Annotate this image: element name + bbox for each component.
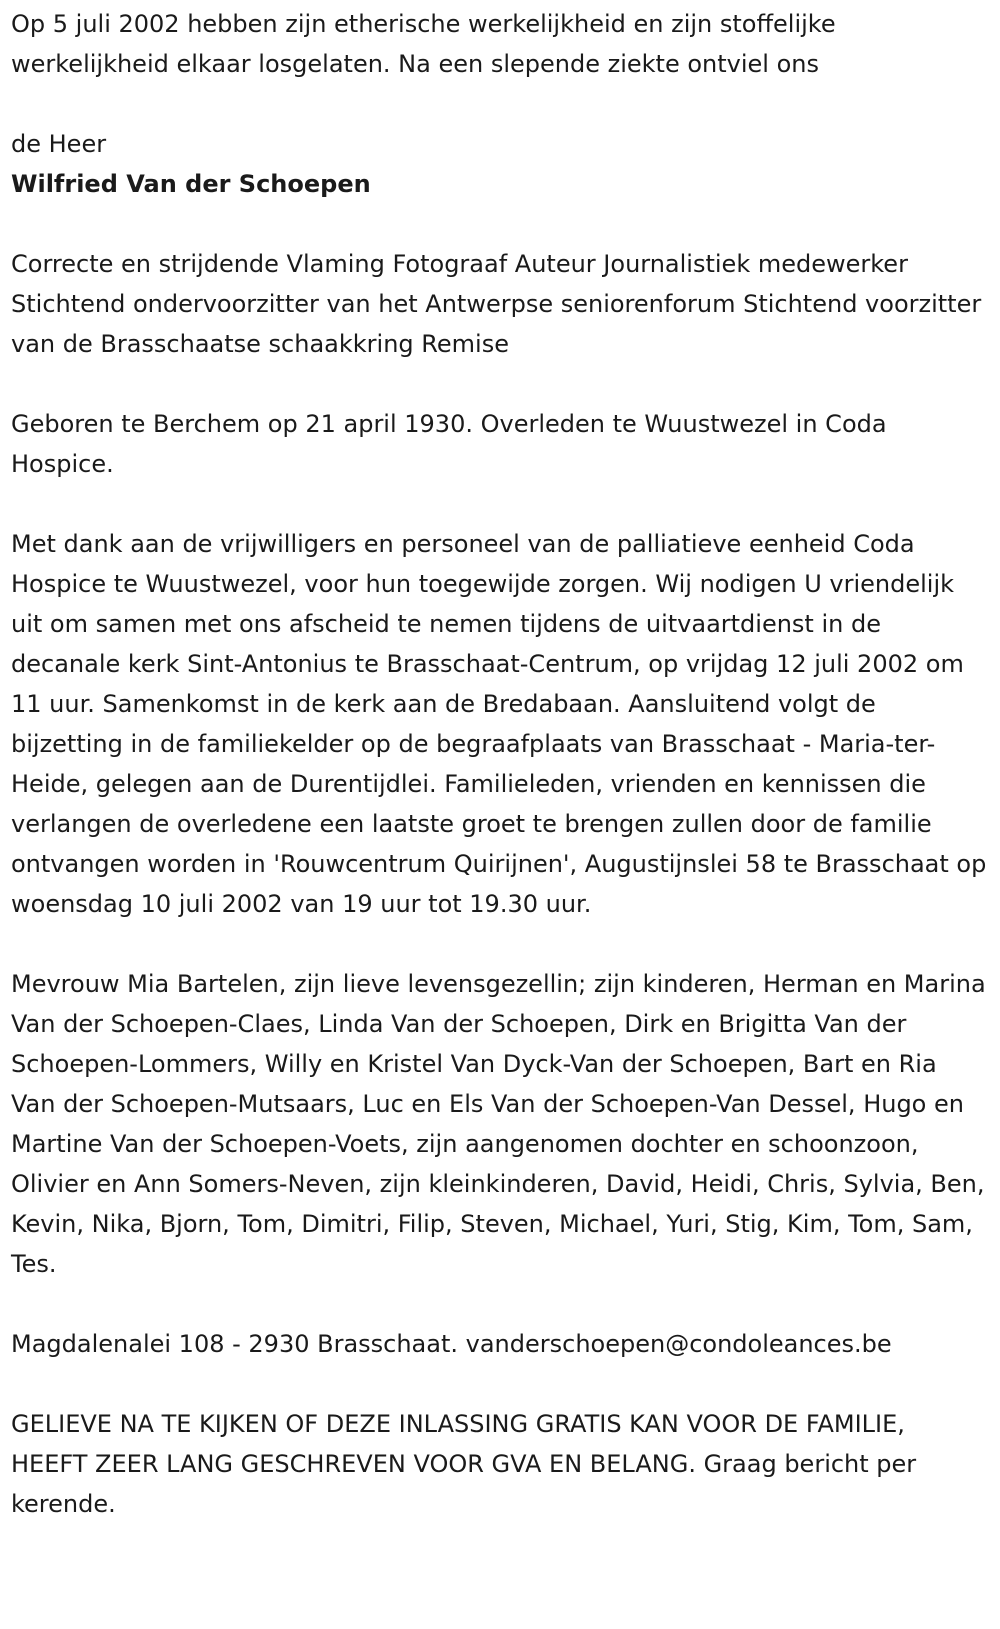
deceased-name: Wilfried Van der Schoepen [11,170,371,198]
ceremony-paragraph: Met dank aan de vrijwilligers en personeel van de palliatieve eenheid Coda Hospice te Wuustwezel, voor hun toegewijde zorgen. Wij nodigen U vriendelijk uit om samen met ons afscheid te nemen tijdens de uitvaartdienst in de decanale kerk Sint-Antonius te Brasschaat-Centrum, op vrijdag 12 juli 2002 om 11 uur. Samenkomst in de kerk aan de Bredabaan. Aansluitend volgt de bijzetting in de familiekelder op de begraafplaats van Brasschaat - Maria-ter-Heide, gelegen aan de Durentijdlei. Familieleden, vrienden en kennissen die verlangen de overledene een laatste groet te brengen zullen door de familie ontvangen worden in 'Rouwcentrum Quirijnen', Augustijnslei 58 te Brasschaat op woensdag 10 juli 2002 van 19 uur tot 19.30 uur. [11,530,987,918]
intro-paragraph: Op 5 juli 2002 hebben zijn etherische werkelijkheid en zijn stoffelijke werkelijkheid elkaar losgelaten. Na een slepende ziekte ontviel ons [11,10,836,78]
spacer [11,484,988,524]
spacer [11,1364,988,1404]
titles-paragraph: Correcte en strijdende Vlaming Fotograaf Auteur Journalistiek medewerker Stichtend ondervoorzitter van het Antwerpse seniorenforum Stichtend voorzitter van de Brasschaatse schaakkring Remise [11,250,982,358]
address-paragraph: Magdalenalei 108 - 2930 Brasschaat. vanderschoepen@condoleances.be [11,1330,892,1358]
spacer [11,924,988,964]
obituary-document [11,0,988,1524]
spacer [11,364,988,404]
family-paragraph: Mevrouw Mia Bartelen, zijn lieve levensgezellin; zijn kinderen, Herman en Marina Van der Schoepen-Claes, Linda Van der Schoepen, Dirk en Brigitta Van der Schoepen-Lommers, Willy en Kristel Van Dyck-Van der Schoepen, Bart en Ria Van der Schoepen-Mutsaars, Luc en Els Van der Schoepen-Van Dessel, Hugo en Martine Van der Schoepen-Voets, zijn aangenomen dochter en schoonzoon, Olivier en Ann Somers-Neven, zijn kleinkinderen, David, Heidi, Chris, Sylvia, Ben, Kevin, Nika, Bjorn, Tom, Dimitri, Filip, Steven, Michael, Yuri, Stig, Kim, Tom, Sam, Tes. [11,970,986,1278]
note-paragraph: GELIEVE NA TE KIJKEN OF DEZE INLASSING GRATIS KAN VOOR DE FAMILIE, HEEFT ZEER LANG GESCHREVEN VOOR GVA EN BELANG. Graag bericht per kerende. [11,1410,917,1518]
birth-death-paragraph: Geboren te Berchem op 21 april 1930. Overleden te Wuustwezel in Coda Hospice. [11,410,887,478]
salutation: de Heer [11,130,107,158]
spacer [11,84,988,124]
spacer [11,1284,988,1324]
spacer [11,204,988,244]
